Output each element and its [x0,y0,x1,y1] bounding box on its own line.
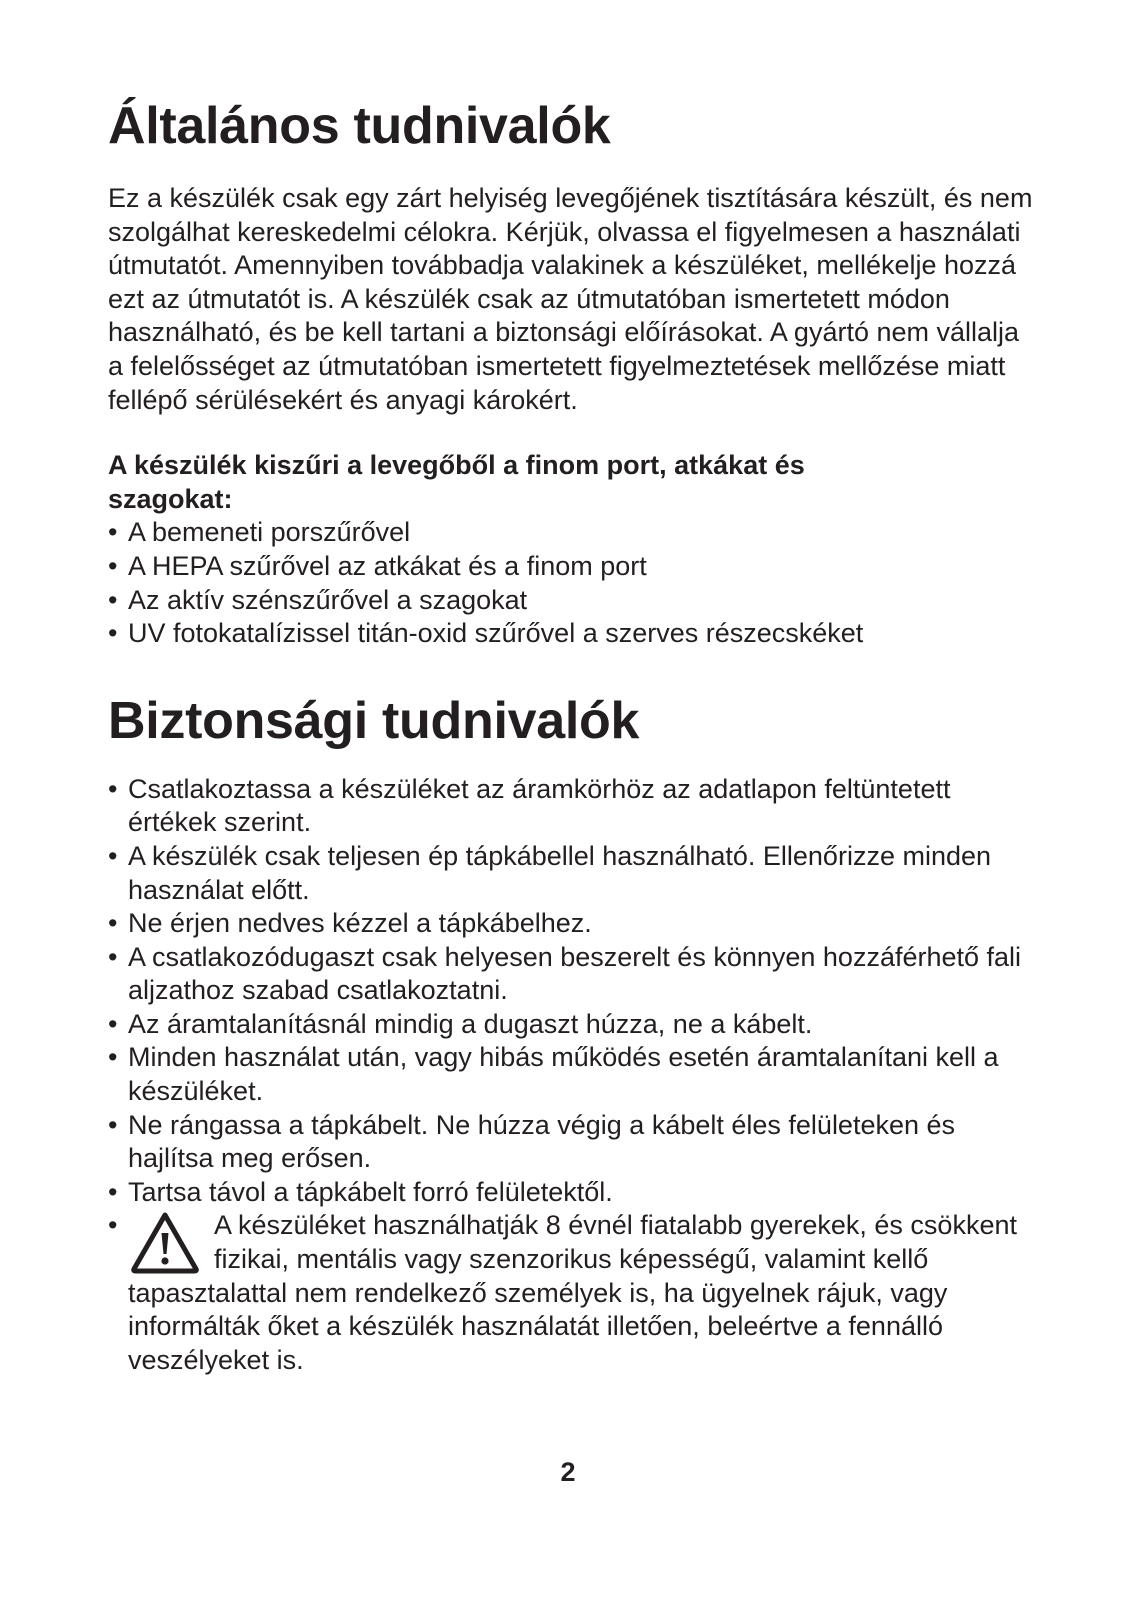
list-item-text: A készülék csak teljesen ép tápkábellel használható. Ellenőrizze minden használat előtt. [128,840,992,905]
list-item [108,1109,1033,1176]
list-item [108,840,1033,907]
list-item-text: Ne érjen nedves kézzel a tápkábelhez. [128,908,592,939]
safety-list [108,773,1048,1378]
list-item [108,550,1048,584]
bullet: • [108,908,118,939]
bullet: • [108,517,118,548]
bullet: • [108,618,118,649]
bullet: • [108,840,118,871]
bullet: • [108,1109,118,1140]
list-item [108,617,1048,651]
bullet: • [108,1210,118,1241]
list-item-text: A csatlakozódugaszt csak helyesen beszerelt és könnyen hozzáférhető fali aljzathoz szabad csatlakoztatni. [128,941,1022,1006]
list-item-text: A HEPA szűrővel az atkákat és a finom port [128,550,647,581]
list-item [108,941,1033,1008]
list-item [108,1176,1033,1210]
list-item [108,1008,1033,1042]
bullet: • [108,1176,118,1207]
warning-text: A készüléket használhatják 8 évnél fiatalabb gyerekek, és csökkent fizikai, mentális vagy szenzorikus képességű, valamint kellő tapasztalattal nem rendelkező személyek is, ha ügyelnek rájuk, vagy informálták őket a készülék használatát illetően, beleértve a fennálló veszélyeket is. [128,1210,1017,1375]
list-item-text: Az áramtalanításnál mindig a dugaszt húzza, ne a kábelt. [128,1008,813,1039]
filter-lead-text: A készülék kiszűri a levegőből a finom port, atkákat és szagokat: [108,450,805,514]
list-item-text: Az aktív szénszűrővel a szagokat [128,584,528,615]
bullet: • [108,1042,118,1073]
list-item-text: Csatlakoztassa a készüléket az áramkörhöz az adatlapon feltüntetett értékek szerint. [128,773,951,838]
list-item-text: Tartsa távol a tápkábelt forró felületektől. [128,1176,613,1207]
filter-list [108,516,1048,650]
bullet: • [108,550,118,581]
list-item-text: UV fotokatalízissel titán-oxid szűrővel a szerves részecskéket [128,618,864,649]
intro-paragraph: Ez a készülék csak egy zárt helyiség levegőjének tisztítására készült, és nem szolgálhat kereskedelmi célokra. Kérjük, olvassa el figyelmesen a használati útmutatót. Amennyiben továbbadja valakinek a készüléket, mellékelje hozzá ezt az útmutatót is. A készülék csak az útmutatóban ismertetett módon használható, és be kell tartani a biztonsági előírásokat. A gyártó nem vállalja a felelősséget az útmutatóban ismertetett figyelmeztetések mellőzése miatt fellépő sérülésekért és anyagi károkért. [108,183,1033,415]
list-item-text: Ne rángassa a tápkábelt. Ne húzza végig a kábelt éles felületeken és hajlítsa meg erősen. [128,1109,956,1174]
document-page [108,92,1048,1377]
bullet: • [108,773,118,804]
list-item-text: A bemeneti porszűrővel [128,517,411,548]
section-title-general: Általános tudnivalók [108,97,611,155]
list-item [108,907,1033,941]
list-item-text: Minden használat után, vagy hibás működés esetén áramtalanítani kell a készüléket. [128,1042,999,1107]
list-item [108,1041,1033,1108]
list-item [108,773,1033,840]
bullet: • [108,1008,118,1039]
warning-triangle-icon [130,1211,200,1275]
page-number: 2 [560,1457,576,1487]
warning-list-item [108,1209,1033,1377]
bullet: • [108,584,118,615]
bullet: • [108,941,118,972]
list-item [108,584,1048,618]
list-item [108,516,1048,550]
section-title-safety: Biztonsági tudnivalók [108,691,640,750]
